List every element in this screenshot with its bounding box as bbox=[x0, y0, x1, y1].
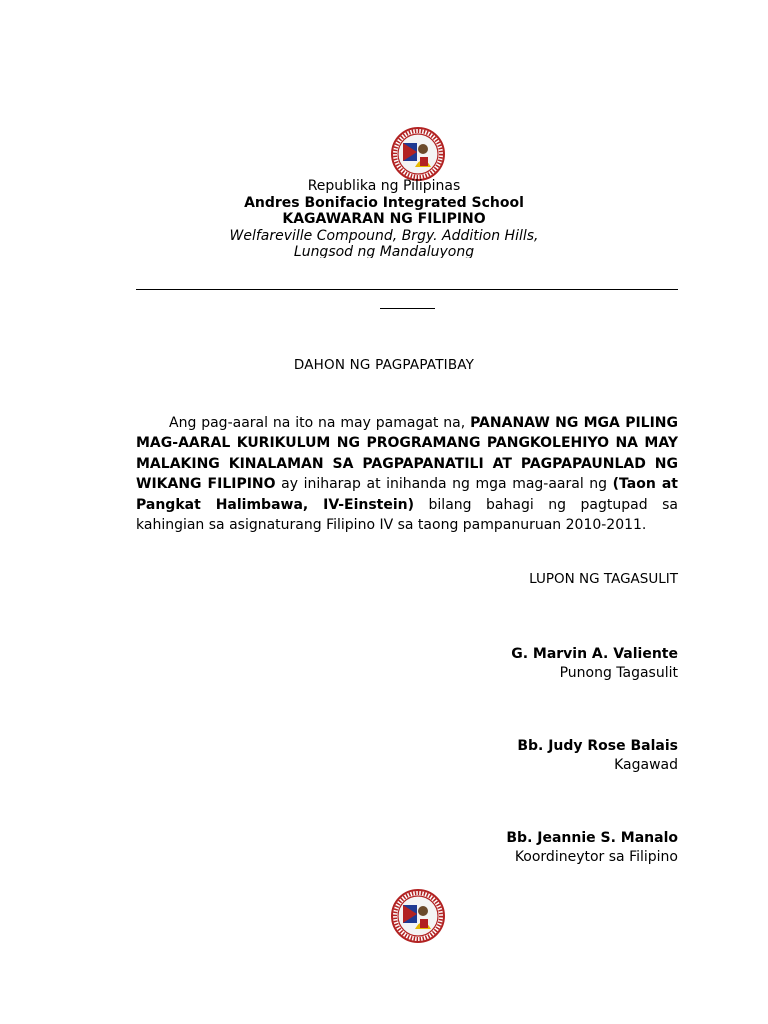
paragraph-end: bilang bahagi ng pagtupad sa kahingian sa asignaturang Filipino IV sa taong pampanuruan 2010-2011. bbox=[136, 496, 678, 534]
paragraph-middle: ay iniharap at inihanda ng mga mag-aaral ng bbox=[275, 476, 613, 493]
signatory-role: Koordineytor sa Filipino bbox=[514, 849, 678, 865]
signatory-name: Bb. Jeannie S. Manalo bbox=[506, 830, 678, 846]
study-title: PANANAW NG MGA PILING MAG-AARAL KURIKULUM NG PROGRAMANG PANGKOLEHIYO NA MAY MALAKING KINALAMAN SA PAGPAPANATILI AT PAGPAPAUNLAD NG WIKANG FILIPINO bbox=[136, 415, 678, 493]
letterhead bbox=[0, 178, 768, 258]
republic-line: Republika ng Pilipinas bbox=[307, 178, 461, 194]
signatory-name: G. Marvin A. Valiente bbox=[511, 646, 678, 662]
signatory-1 bbox=[511, 645, 678, 683]
address-line: Welfareville Compound, Brgy. Addition Hills, bbox=[229, 227, 539, 244]
divider-long bbox=[136, 281, 678, 290]
approval-paragraph bbox=[136, 413, 678, 535]
section-name: (Taon at Pangkat Halimbawa, IV-Einstein) bbox=[136, 476, 678, 513]
signatory-3 bbox=[506, 829, 678, 867]
city-line: Lungsod ng Mandaluyong bbox=[293, 244, 475, 258]
panel-title: LUPON NG TAGASULIT bbox=[529, 571, 678, 587]
department-name: KAGAWARAN NG FILIPINO bbox=[282, 211, 486, 227]
signatory-name: Bb. Judy Rose Balais bbox=[517, 738, 678, 754]
paragraph-intro: Ang pag-aaral na ito na may pamagat na, bbox=[169, 415, 471, 431]
divider-short bbox=[380, 302, 435, 309]
document-title: DAHON NG PAGPAPATIBAY bbox=[293, 357, 475, 373]
school-name: Andres Bonifacio Integrated School bbox=[244, 194, 524, 211]
header-divider bbox=[136, 281, 678, 309]
signatory-role: Punong Tagasulit bbox=[559, 665, 678, 681]
school-seal-icon bbox=[391, 889, 445, 943]
signatory-role: Kagawad bbox=[614, 757, 678, 773]
school-seal-icon bbox=[391, 127, 445, 181]
signatory-2 bbox=[517, 737, 678, 775]
